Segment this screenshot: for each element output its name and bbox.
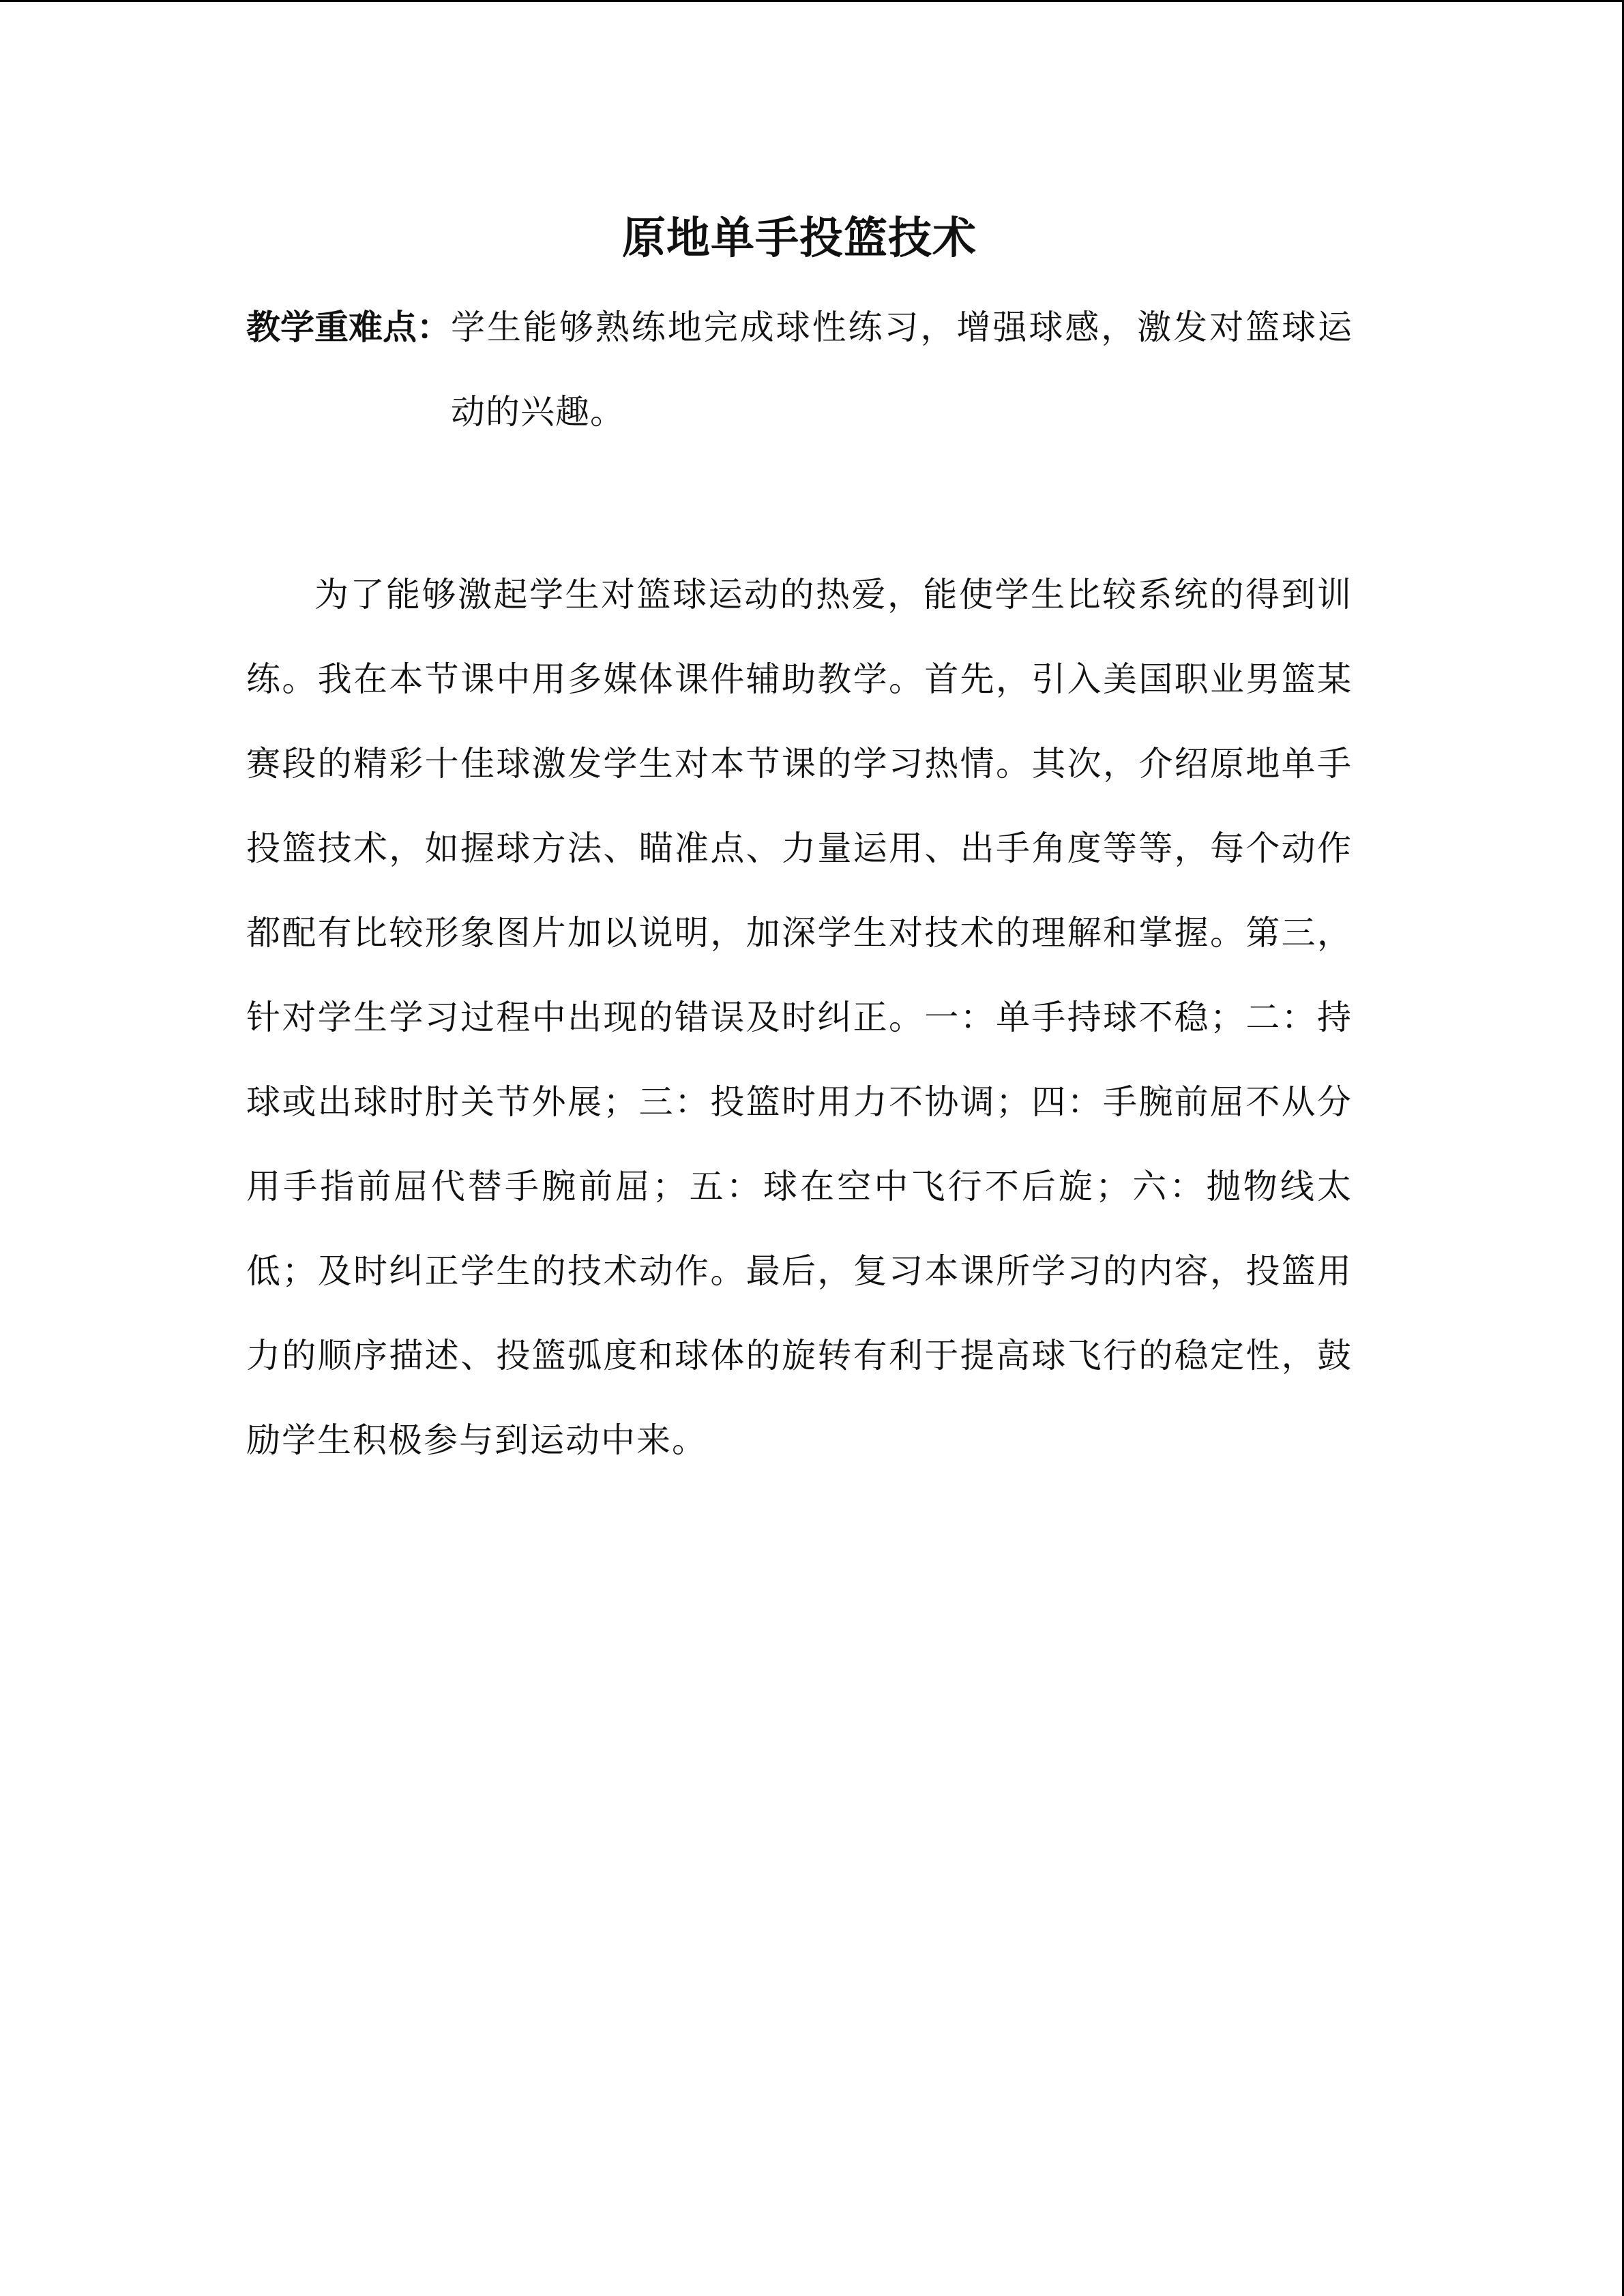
document-title: 原地单手投篮技术 xyxy=(622,213,977,264)
key-points-label: 教学重难点： xyxy=(246,307,451,347)
key-points-section xyxy=(246,285,1353,454)
body-paragraph: 为了能够激起学生对篮球运动的热爱，能使学生比较系统的得到训练。我在本节课中用多媒体课件辅助教学。首先，引入美国职业男篮某赛段的精彩十佳球激发学生对本节课的学习热情。其次，介绍原地单手投篮技术，如握球方法、瞄准点、力量运用、出手角度等等，每个动作都配有比较形象图片加以说明，加深学生对技术的理解和掌握。第三，针对学生学习过程中出现的错误及时纠正。一：单手持球不稳；二：持球或出球时肘关节外展；三：投篮时用力不协调；四：手腕前屈不从分用手指前屈代替手腕前屈；五：球在空中飞行不后旋；六：抛物线太低；及时纠正学生的技术动作。最后，复习本课所学习的内容，投篮用力的顺序描述、投篮弧度和球体的旋转有利于提高球飞行的稳定性，鼓励学生积极参与到运动中来。 xyxy=(246,575,1353,1460)
key-points-text: 学生能够熟练地完成球性练习，增强球感，激发对篮球运动的兴趣。 xyxy=(451,308,1353,432)
page-border-top xyxy=(0,0,1624,2)
document-page xyxy=(246,205,1353,1517)
